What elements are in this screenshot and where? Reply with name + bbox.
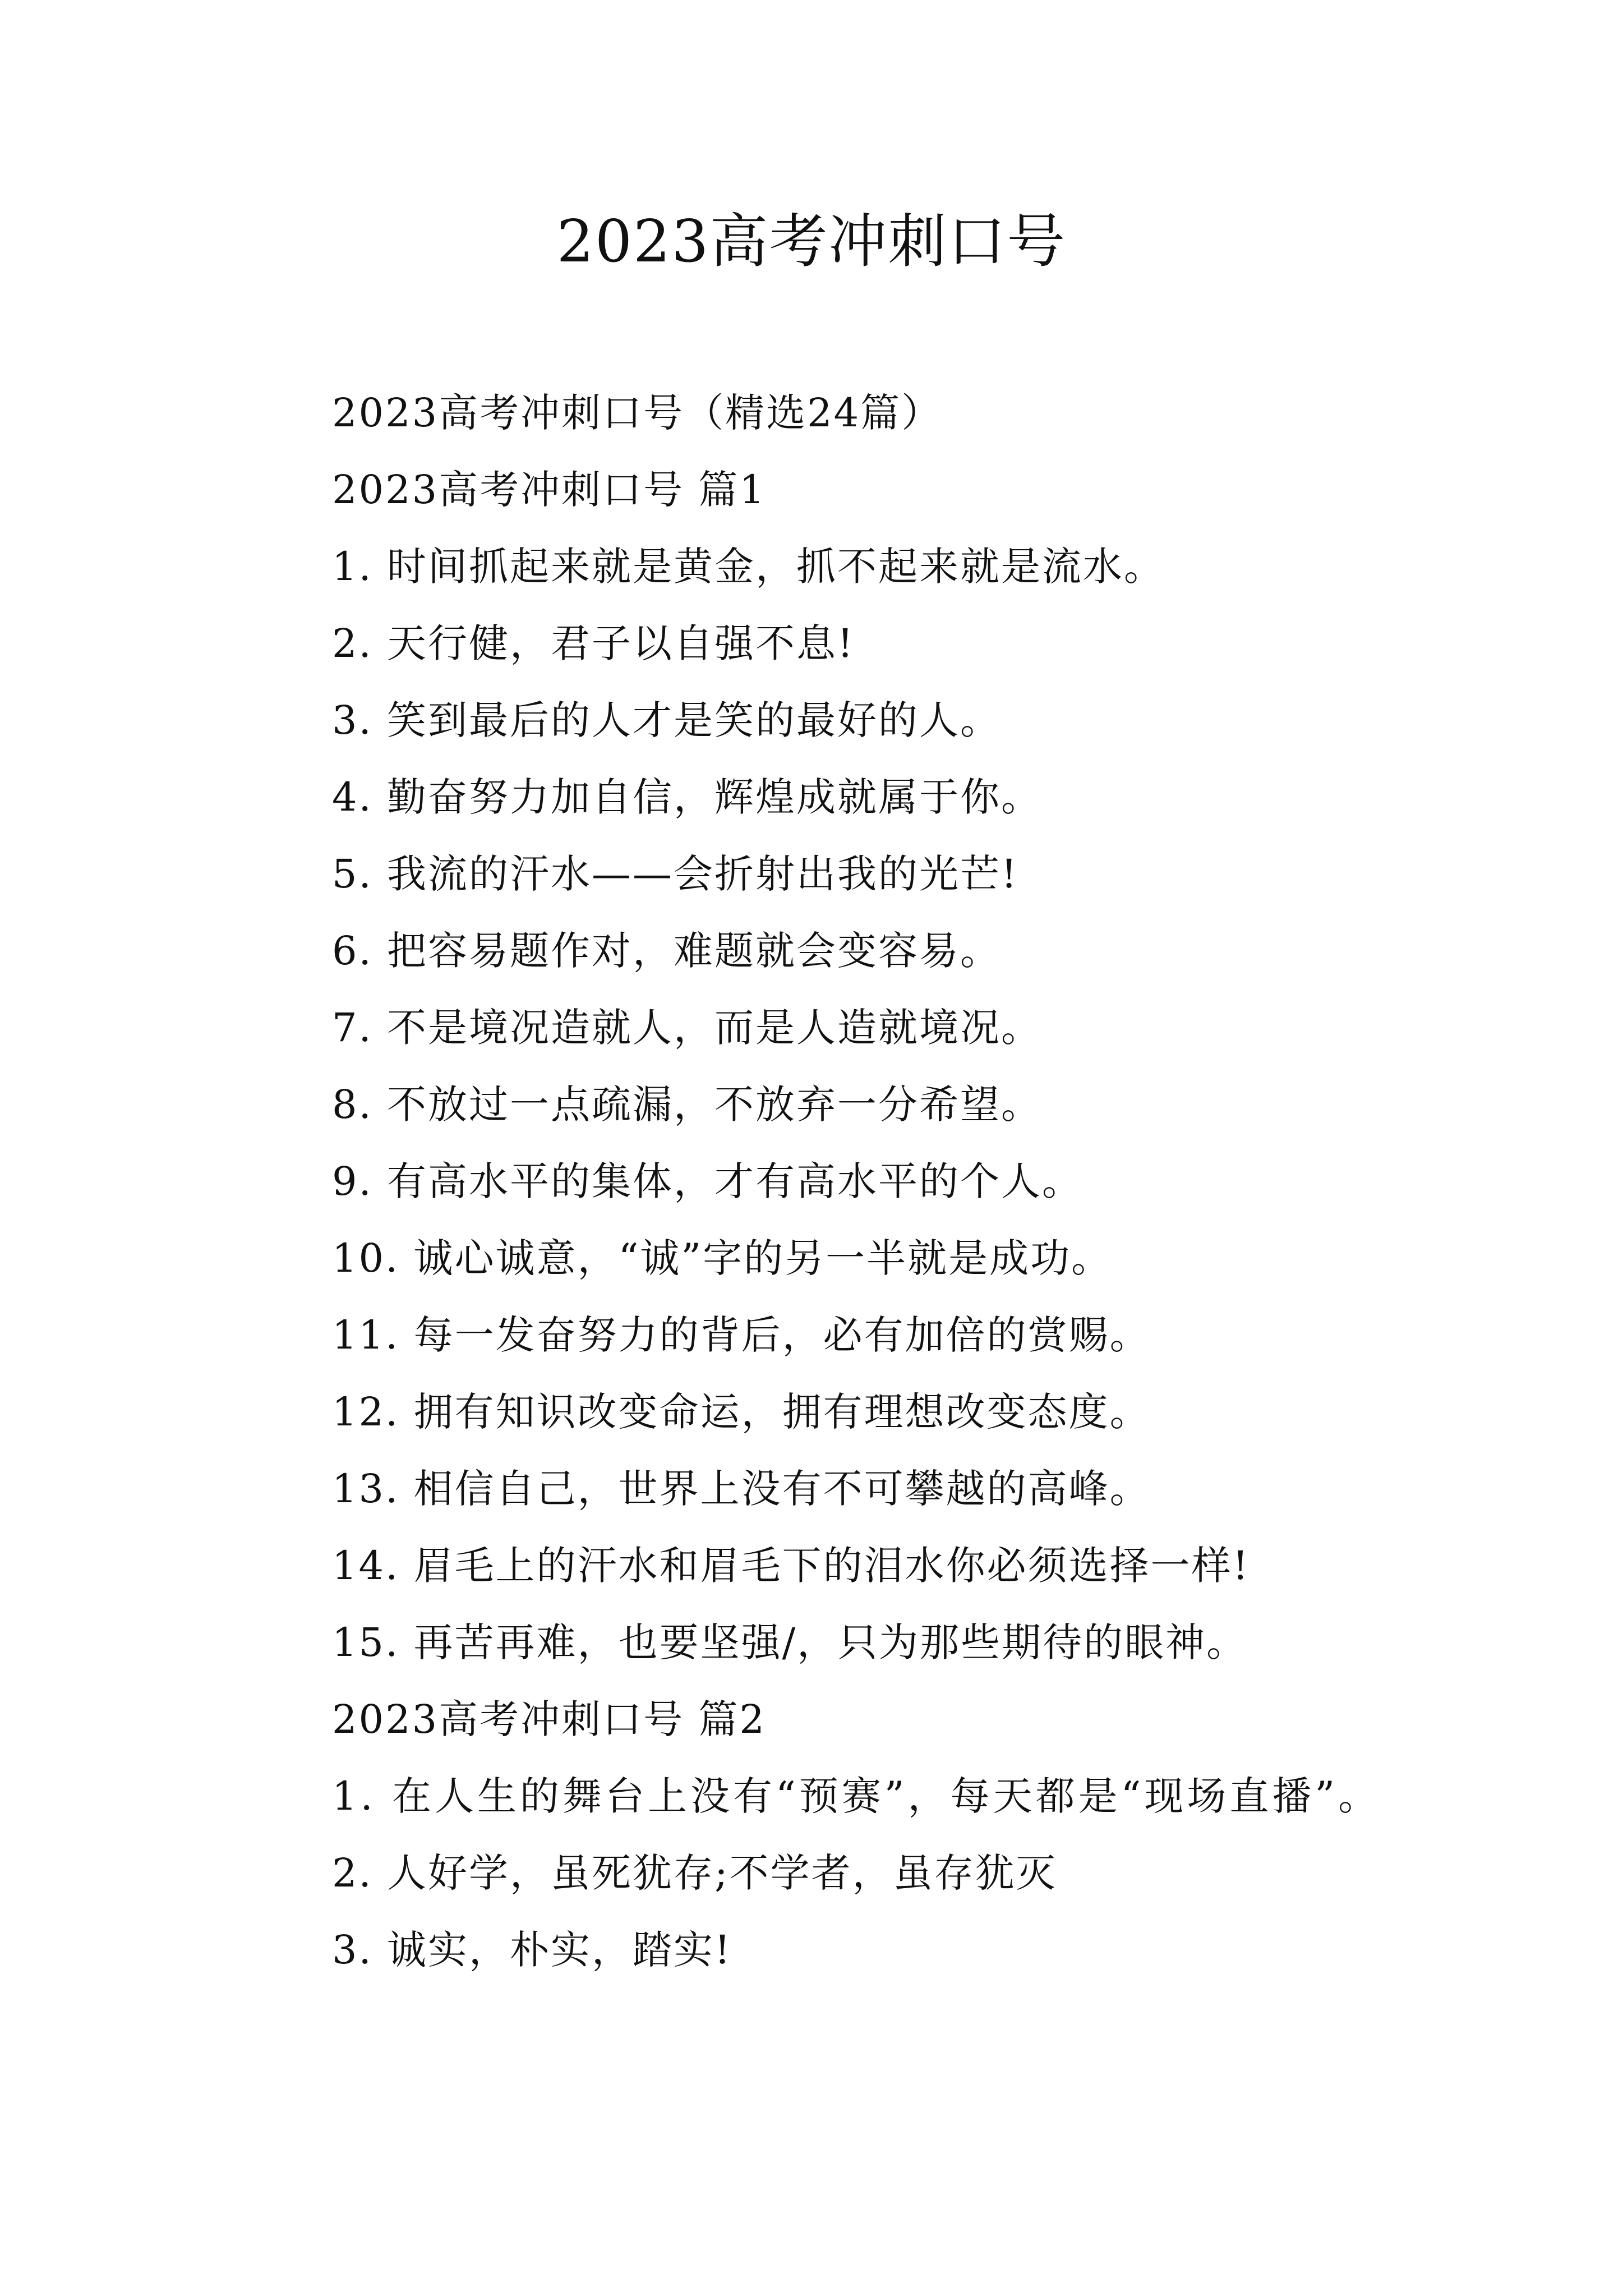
- section-heading: 2023高考冲刺口号 篇2: [332, 1696, 766, 1742]
- list-item: 15. 再苦再难，也要坚强/，只为那些期待的眼神。: [332, 1619, 1248, 1665]
- list-item: 9. 有高水平的集体，才有高水平的个人。: [332, 1158, 1083, 1204]
- list-item: 1. 在人生的舞台上没有“预赛”，每天都是“现场直播”。: [332, 1773, 1381, 1819]
- list-item: 10. 诚心诚意，“诚”字的另一半就是成功。: [332, 1235, 1113, 1281]
- list-item: 5. 我流的汗水——会折射出我的光芒!: [332, 851, 1019, 897]
- document-title: 2023高考冲刺口号: [556, 207, 1067, 275]
- list-item: 8. 不放过一点疏漏，不放弃一分希望。: [332, 1082, 1043, 1128]
- section-heading: 2023高考冲刺口号 篇1: [332, 467, 766, 513]
- list-item: 14. 眉毛上的汗水和眉毛下的泪水你必须选择一样!: [332, 1543, 1250, 1589]
- document-body: [247, 375, 1391, 1989]
- list-item: 6. 把容易题作对，难题就会变容易。: [332, 928, 1002, 974]
- list-item: 2. 人好学，虽死犹存;不学者，虽存犹灭: [332, 1850, 1057, 1896]
- list-item: 12. 拥有知识改变命运，拥有理想改变态度。: [332, 1389, 1151, 1435]
- list-item: 3. 诚实，朴实，踏实!: [332, 1927, 732, 1973]
- list-item: 4. 勤奋努力加自信，辉煌成就属于你。: [332, 774, 1043, 820]
- list-item: 13. 相信自己，世界上没有不可攀越的高峰。: [332, 1466, 1151, 1512]
- list-item: 11. 每一发奋努力的背后，必有加倍的赏赐。: [332, 1312, 1151, 1358]
- list-item: 3. 笑到最后的人才是笑的最好的人。: [332, 697, 1002, 743]
- list-item: 1. 时间抓起来就是黄金，抓不起来就是流水。: [332, 544, 1165, 590]
- list-item: 2. 天行健，君子以自强不息!: [332, 620, 855, 666]
- subtitle-line: 2023高考冲刺口号（精选24篇）: [332, 390, 943, 436]
- list-item: 7. 不是境况造就人，而是人造就境况。: [332, 1005, 1043, 1051]
